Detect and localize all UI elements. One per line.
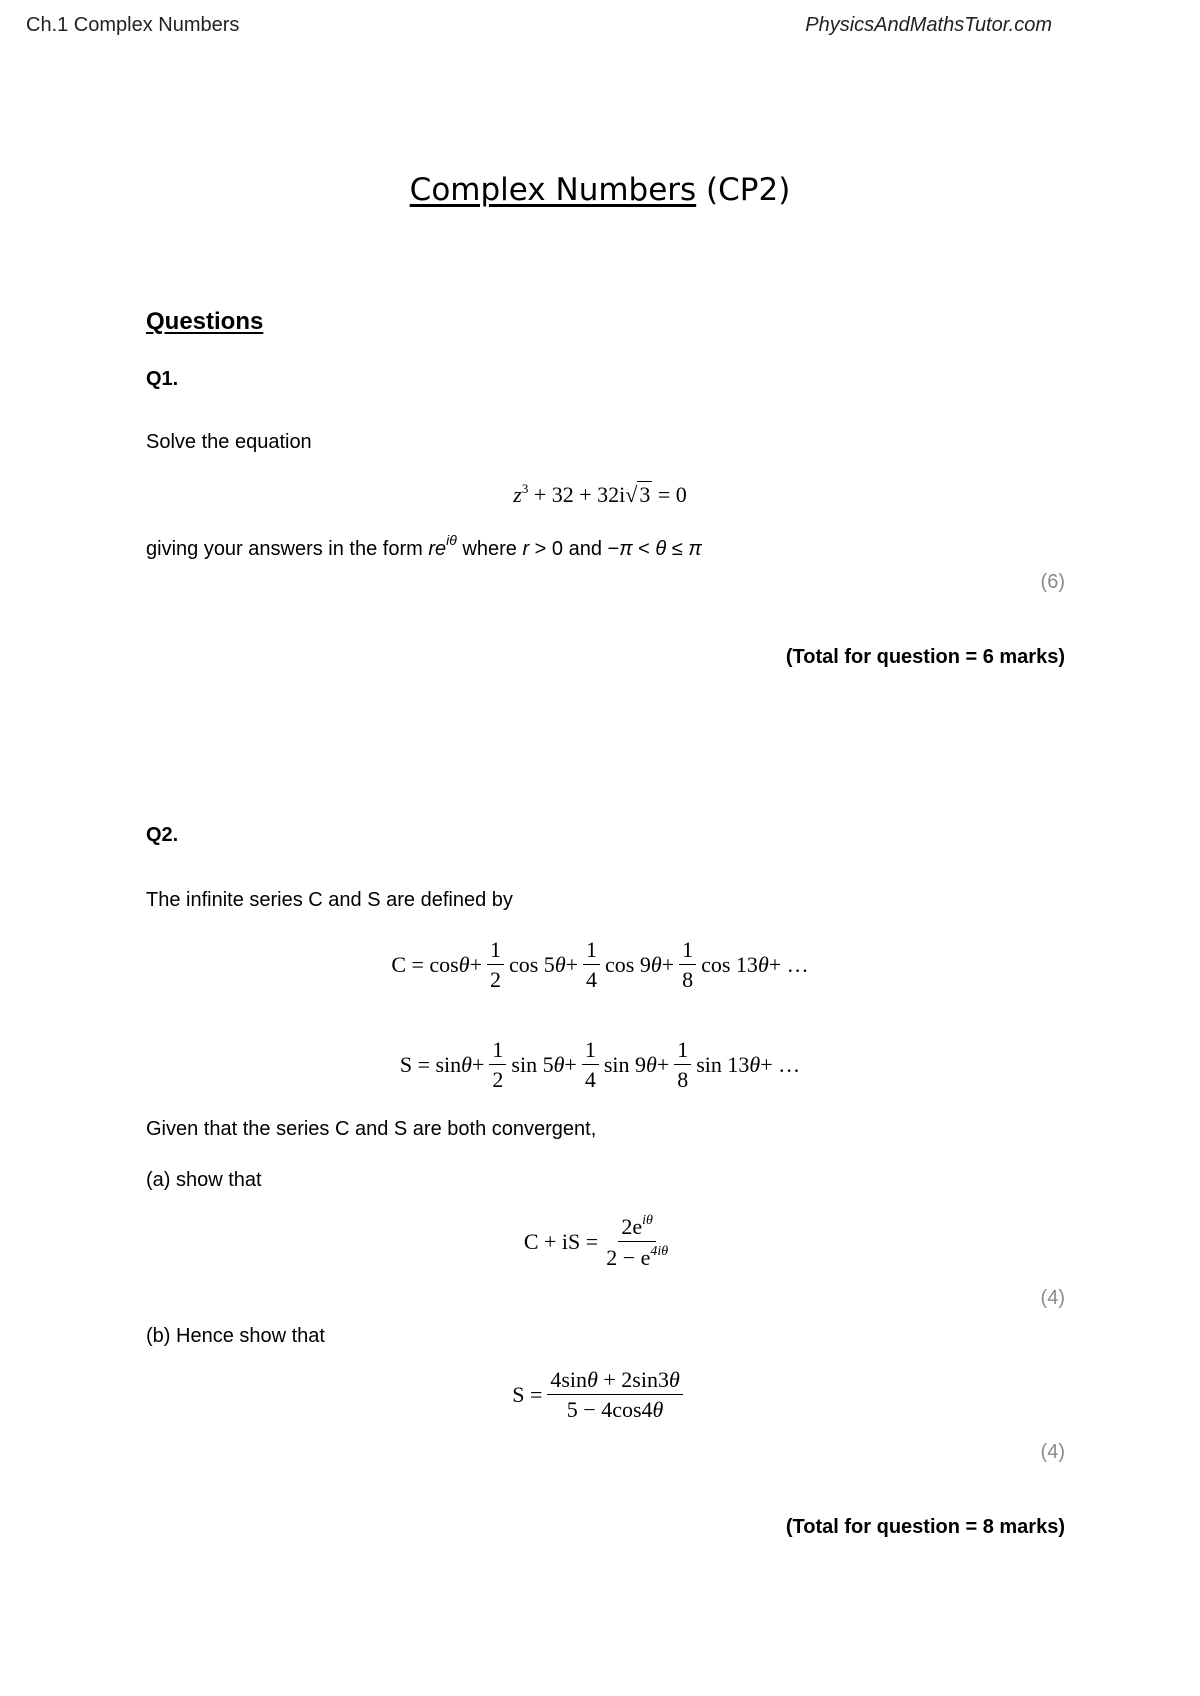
series-s-frac-num: 1 (582, 1038, 599, 1065)
q1-form-r2: r (522, 538, 530, 560)
q1-form-theta: θ (655, 538, 667, 560)
q2-total: (Total for question = 8 marks) (785, 1516, 1065, 1538)
part-a-num-exp: iθ (642, 1213, 653, 1228)
header-site: PhysicsAndMathsTutor.com (805, 14, 1052, 36)
part-b-equation (0, 1368, 1200, 1421)
series-c-term-fn: cos 9 (605, 951, 651, 977)
series-s-theta: θ (461, 1051, 472, 1077)
series-s-frac (489, 1038, 506, 1091)
q1-form-where: where (456, 538, 523, 560)
series-s-plus: + (564, 1051, 577, 1077)
series-c-plus: + (661, 951, 675, 977)
series-c-term-fn: cos 13 (701, 951, 758, 977)
part-a-frac (603, 1214, 671, 1269)
q1-form-le: ≤ (666, 538, 689, 560)
q1-form-exp: iθ (446, 532, 457, 548)
document-title-code: (CP2) (706, 172, 791, 208)
q1-answer-form (146, 532, 702, 561)
series-c-frac-num: 1 (583, 938, 600, 965)
part-a-den-exp: 4iθ (650, 1244, 669, 1260)
series-s-frac-den: 8 (677, 1067, 689, 1093)
q1-form-e: e (435, 538, 447, 560)
part-b-theta: θ (587, 1367, 598, 1392)
series-c-frac-den: 2 (489, 967, 501, 993)
q1-form-r: r (428, 538, 436, 560)
series-s-term-theta: θ (646, 1051, 657, 1077)
part-a-den (603, 1242, 671, 1269)
part-a-num-text: 2e (621, 1214, 643, 1239)
series-s-tail: + … (760, 1051, 801, 1077)
series-s-term-fn: sin 9 (603, 1051, 646, 1077)
q1-form-lt: < (632, 538, 656, 560)
part-b-den (564, 1395, 667, 1421)
part-b-frac (547, 1368, 682, 1421)
q1-eq-radicand: 3 (639, 482, 651, 507)
part-b-den-a: 5 − 4cos4 (566, 1397, 653, 1423)
series-c-frac-den: 4 (586, 967, 598, 993)
q1-instruction: Solve the equation (146, 431, 312, 453)
series-c-theta: θ (458, 951, 470, 977)
series-s-frac (582, 1038, 599, 1091)
series-s (0, 1038, 1200, 1091)
series-s-term-theta: θ (749, 1051, 761, 1077)
series-c-frac-den: 8 (682, 967, 694, 993)
q1-form-cond1: > 0 and − (529, 538, 620, 560)
document-title-main: Complex Numbers (409, 172, 697, 208)
part-b-marks: (4) (1040, 1441, 1065, 1463)
series-s-frac-num: 1 (489, 1038, 506, 1065)
series-s-term-theta: θ (553, 1051, 565, 1077)
series-c-frac (679, 938, 696, 991)
series-s-term-fn: sin 5 (511, 1051, 554, 1077)
part-a-marks: (4) (1040, 1287, 1065, 1309)
section-heading: Questions (146, 308, 264, 335)
document-title (0, 172, 1200, 208)
part-a-equation (0, 1214, 1200, 1269)
q1-marks: (6) (1040, 571, 1065, 593)
series-c-term-theta: θ (554, 951, 566, 977)
series-c-lhs: C = cos (391, 951, 459, 977)
series-s-frac-den: 4 (584, 1067, 596, 1093)
q1-number: Q1. (146, 368, 179, 390)
part-b-label: (b) Hence show that (146, 1325, 325, 1347)
series-c-frac-num: 1 (679, 938, 696, 965)
part-b-num (547, 1368, 682, 1395)
q1-equation (0, 481, 1200, 508)
series-s-plus: + (471, 1051, 485, 1077)
part-b-theta: θ (652, 1397, 664, 1423)
series-s-lhs: S = sin (399, 1051, 462, 1077)
q1-eq-var: z (513, 482, 522, 507)
part-a-label: (a) show that (146, 1169, 262, 1191)
q1-eq-rest-a: + 32 + 32i (528, 482, 626, 507)
series-c-plus: + (469, 951, 482, 977)
part-b-num-a: 4sin (550, 1367, 588, 1392)
series-c (0, 938, 1200, 991)
q1-eq-rest-b: = 0 (652, 482, 687, 507)
series-s-frac (674, 1038, 691, 1091)
series-s-plus: + (656, 1051, 670, 1077)
series-c-plus: + (565, 951, 579, 977)
part-b-lhs: S = (512, 1381, 543, 1407)
header-chapter: Ch.1 Complex Numbers (26, 14, 240, 36)
series-s-frac-den: 2 (492, 1067, 504, 1093)
q1-eq-sqrt-sign: √ (625, 482, 638, 507)
series-c-tail: + … (768, 951, 809, 977)
series-s-term-fn: sin 13 (696, 1051, 750, 1077)
q2-given: Given that the series C and S are both convergent, (146, 1118, 597, 1140)
series-c-frac (487, 938, 504, 991)
q1-form-lead: giving your answers in the form (146, 538, 429, 560)
series-c-frac (583, 938, 600, 991)
series-c-term-theta: θ (757, 951, 769, 977)
series-s-frac-num: 1 (674, 1038, 691, 1065)
q1-form-pi2: π (688, 538, 702, 560)
series-c-frac-num: 1 (487, 938, 504, 965)
part-b-num-b: + 2sin3 (597, 1367, 669, 1392)
series-c-term-fn: cos 5 (508, 951, 555, 977)
q2-number: Q2. (146, 824, 179, 846)
part-a-num (618, 1214, 656, 1242)
part-a-den-text: 2 − e (606, 1245, 651, 1271)
q1-form-pi1: π (619, 538, 633, 560)
q1-eq-power: 3 (521, 481, 529, 496)
part-a-lhs: C + iS = (523, 1228, 599, 1254)
part-b-theta: θ (668, 1367, 680, 1392)
series-c-term-theta: θ (650, 951, 662, 977)
q1-total: (Total for question = 6 marks) (785, 646, 1065, 668)
q2-intro: The infinite series C and S are defined by (146, 889, 513, 911)
